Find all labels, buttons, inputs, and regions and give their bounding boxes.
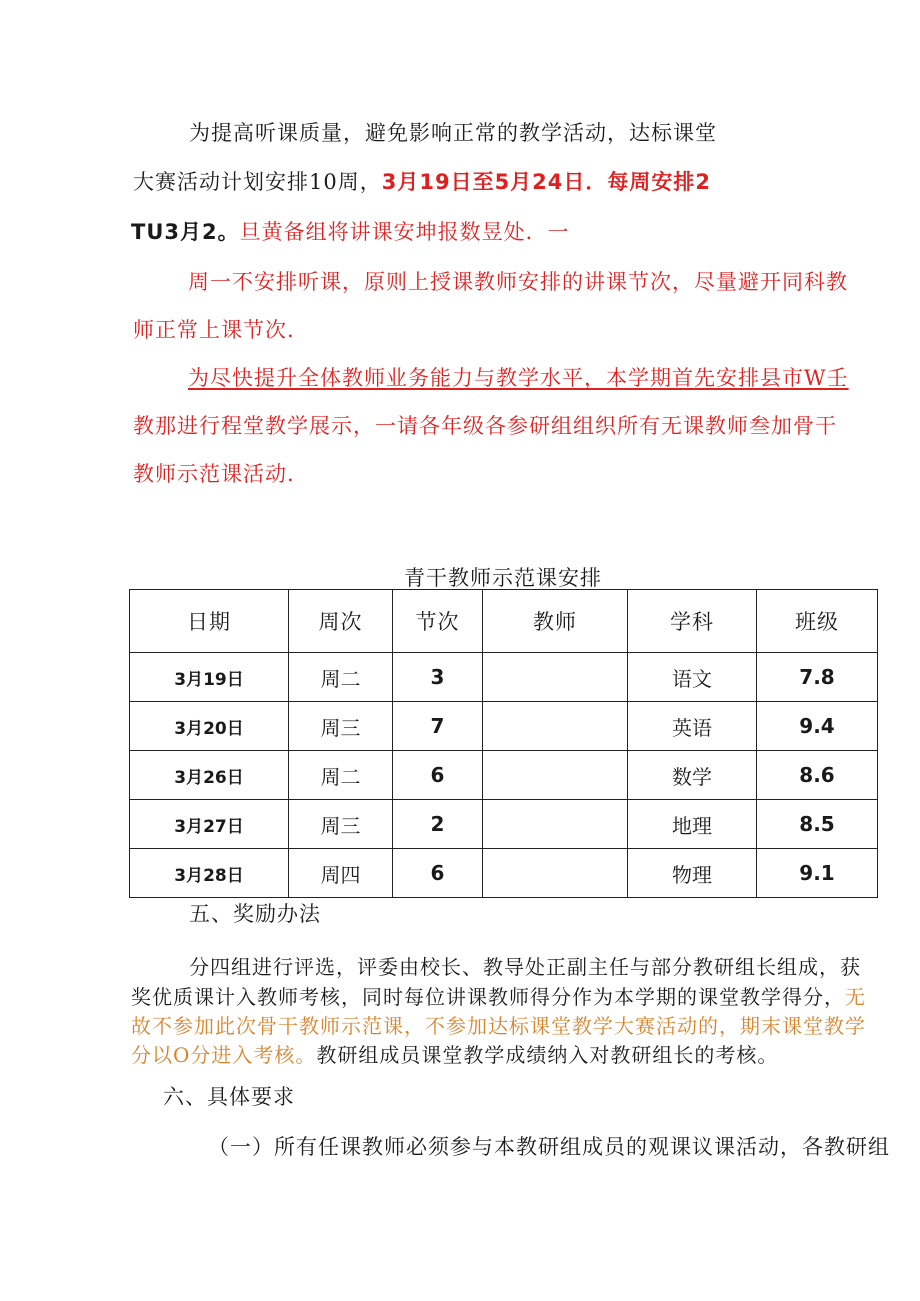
cell-period: 6 bbox=[393, 751, 483, 800]
section6-line1: （一）所有任课教师必须参与本教研组成员的观课议课活动，各教研组 bbox=[208, 1135, 890, 1159]
schedule-table bbox=[129, 589, 878, 898]
table-header-row bbox=[130, 590, 878, 653]
cell-date: 3月27日 bbox=[130, 800, 289, 849]
cell-date: 3月28日 bbox=[130, 849, 289, 898]
cell-subject: 英语 bbox=[628, 702, 757, 751]
header-teacher: 教师 bbox=[483, 590, 628, 653]
cell-teacher bbox=[483, 653, 628, 702]
para1-line3-red: 旦黄备组将讲课安坤报数昱处．一 bbox=[239, 220, 570, 244]
cell-subject: 数学 bbox=[628, 751, 757, 800]
section6-heading: 六、具体要求 bbox=[163, 1085, 295, 1109]
cell-week: 周二 bbox=[289, 751, 393, 800]
header-class: 班级 bbox=[757, 590, 878, 653]
cell-period: 6 bbox=[393, 849, 483, 898]
para1-line2-red: 3月19日至5月24日．每周安排2 bbox=[381, 170, 712, 194]
cell-class: 9.1 bbox=[757, 849, 878, 898]
table-title: 青干教师示范课安排 bbox=[404, 566, 602, 590]
cell-week: 周三 bbox=[289, 800, 393, 849]
cell-teacher bbox=[483, 702, 628, 751]
cell-class: 8.6 bbox=[757, 751, 878, 800]
cell-subject: 语文 bbox=[628, 653, 757, 702]
table-row bbox=[130, 751, 878, 800]
section5-line3: 故不参加此次骨干教师示范课，不参加达标课堂教学大赛活动的，期末课堂教学 bbox=[131, 1014, 866, 1038]
section5-line2-black: 奖优质课计入教师考核，同时每位讲课教师得分作为本学期的课堂教学得分， bbox=[131, 985, 845, 1009]
header-period: 节次 bbox=[393, 590, 483, 653]
para2-line1: 周一不安排听课，原则上授课教师安排的讲课节次，尽量避开同科教 bbox=[188, 270, 848, 294]
table-row bbox=[130, 849, 878, 898]
cell-week: 周三 bbox=[289, 702, 393, 751]
cell-period: 2 bbox=[393, 800, 483, 849]
section5-line2 bbox=[131, 983, 866, 1011]
cell-date: 3月20日 bbox=[130, 702, 289, 751]
cell-subject: 地理 bbox=[628, 800, 757, 849]
table-row bbox=[130, 702, 878, 751]
cell-class: 8.5 bbox=[757, 800, 878, 849]
cell-date: 3月26日 bbox=[130, 751, 289, 800]
section5-heading: 五、奖励办法 bbox=[189, 902, 321, 926]
section5-line2-orange: 无 bbox=[845, 985, 866, 1009]
section5-line4 bbox=[131, 1041, 778, 1069]
para2-line2: 师正常上课节次. bbox=[133, 318, 295, 342]
cell-class: 9.4 bbox=[757, 702, 878, 751]
cell-period: 7 bbox=[393, 702, 483, 751]
table-row bbox=[130, 800, 878, 849]
para1-line1: 为提高听课质量，避免影响正常的教学活动，达标课堂 bbox=[189, 121, 717, 145]
para1-line3 bbox=[131, 218, 570, 246]
cell-subject: 物理 bbox=[628, 849, 757, 898]
header-subject: 学科 bbox=[628, 590, 757, 653]
header-week: 周次 bbox=[289, 590, 393, 653]
section5-line1: 分四组进行评选，评委由校长、教导处正副主任与部分教研组长组成，获 bbox=[189, 955, 861, 979]
para1-line3-black: TU3月2。 bbox=[131, 220, 240, 244]
cell-period: 3 bbox=[393, 653, 483, 702]
cell-teacher bbox=[483, 751, 628, 800]
table-row bbox=[130, 653, 878, 702]
cell-teacher bbox=[483, 800, 628, 849]
cell-week: 周二 bbox=[289, 653, 393, 702]
cell-date: 3月19日 bbox=[130, 653, 289, 702]
section5-line4-orange: 分以O分进入考核。 bbox=[131, 1043, 317, 1067]
para1-line2 bbox=[133, 168, 711, 196]
cell-week: 周四 bbox=[289, 849, 393, 898]
header-date: 日期 bbox=[130, 590, 289, 653]
section5-line4-black: 教研组成员课堂教学成绩纳入对教研组长的考核。 bbox=[316, 1043, 779, 1067]
cell-class: 7.8 bbox=[757, 653, 878, 702]
cell-teacher bbox=[483, 849, 628, 898]
para1-line2-black: 大赛活动计划安排10周， bbox=[133, 170, 382, 194]
para3-line2: 教那进行程堂教学展示，一请各年级各参研组组织所有无课教师叁加骨干 bbox=[133, 414, 837, 438]
para3-line3: 教师示范课活动. bbox=[133, 462, 295, 486]
para3-line1: 为尽快提升全体教师业务能力与教学水平，本学期首先安排县市W壬 bbox=[188, 366, 849, 390]
